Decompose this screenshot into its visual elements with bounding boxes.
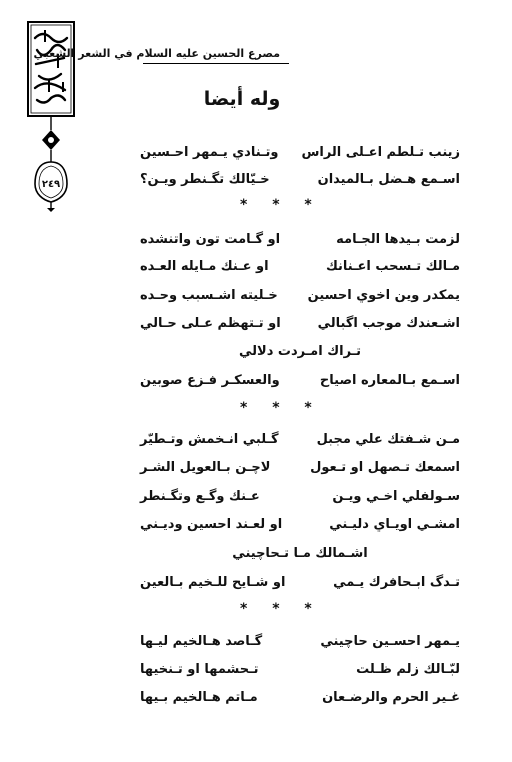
verse-second-hemistich: لاچـن بـالعويل الشـر <box>140 460 271 475</box>
verse-line <box>140 316 460 338</box>
section-separator: * * * <box>240 197 322 213</box>
verse-second-hemistich: او تـتهظم عـلى حـالي <box>140 316 281 331</box>
header-rule <box>143 63 289 64</box>
verse-first-hemistich: زينب تـلطم اعـلى الراس <box>301 145 460 160</box>
verse-second-hemistich: او گـامت تون واتنشده <box>140 232 281 247</box>
verse-line <box>140 288 460 310</box>
verse-first-hemistich: اشـعندك موجب اگبالي <box>317 316 460 331</box>
verse-line <box>140 432 460 454</box>
verse-first-hemistich: مـالك تـسحب اعـنانك <box>325 259 460 274</box>
verse-line <box>140 575 460 597</box>
verse-line <box>140 259 460 281</box>
verse-line <box>140 662 460 684</box>
verse-line <box>140 373 460 395</box>
verse-second-hemistich: او لعـند احسين وديـني <box>140 517 283 532</box>
verse-first-hemistich: اسـمع بـالمعاره اصياح <box>319 373 460 388</box>
verse-second-hemistich: گـلبي انـخمش وتـطيّر <box>140 432 279 447</box>
verse-line <box>140 460 460 482</box>
verse-first-hemistich: اسمعك تـصهل او تـعول <box>310 460 460 475</box>
verse-first-hemistich: امشـي اويـاي دليـني <box>329 517 460 532</box>
refrain-line: تـراك امـردت دلالي <box>239 344 361 359</box>
verse-line <box>140 489 460 511</box>
verse-first-hemistich: غـير الحرم والرضـعان <box>322 690 460 705</box>
section-separator: * * * <box>240 601 322 617</box>
verse-second-hemistich: خـليته اشـسبب وحـده <box>140 288 278 303</box>
verse-second-hemistich: او عـنك مـايله العـده <box>140 259 269 274</box>
verse-second-hemistich: او شـايح للـخيم بـالعين <box>140 575 286 590</box>
verse-line <box>140 517 460 539</box>
verse-first-hemistich: مـن شـفتك علي مجبل <box>316 432 460 447</box>
verse-line <box>140 172 460 194</box>
refrain-line: اشـمالك مـا تـحاچيني <box>232 546 368 561</box>
verse-first-hemistich: تـدگ ابـحافرك يـمي <box>333 575 460 590</box>
verse-first-hemistich: يـمهر احسـين حاچيني <box>320 634 460 649</box>
verse-second-hemistich: والعسكـر فـزع صوبين <box>140 373 280 388</box>
section-separator: * * * <box>240 400 322 416</box>
verse-first-hemistich: لزمت بـيدها الجـامه <box>336 232 460 247</box>
poem-title: وله أيضا <box>203 88 281 110</box>
verse-first-hemistich: يمكدر وين اخوي احسين <box>307 288 460 303</box>
verse-second-hemistich: عـنك وگـع وتگـنطر <box>140 489 260 504</box>
verse-second-hemistich: وتـنادي يـمهر احـسين <box>140 145 279 160</box>
verse-second-hemistich: خـيّالك تگـنطر ويـن؟ <box>140 172 270 187</box>
verse-line <box>140 634 460 656</box>
page-number: ٢٤٩ <box>41 179 61 190</box>
verse-second-hemistich: گـاصد هـالخيم ليـها <box>140 634 263 649</box>
verse-first-hemistich: لبّـالك زلم ظـلت <box>356 662 460 677</box>
running-header-title: مصرع الحسين عليه السلام في الشعر الشعبي <box>33 47 280 60</box>
verse-first-hemistich: اسـمع هـضل بـالميدان <box>317 172 460 187</box>
verse-line <box>140 145 460 167</box>
verse-second-hemistich: تـحشمها او تـنخيها <box>140 662 259 677</box>
verse-first-hemistich: سـولفلي اخـي ويـن <box>332 489 460 504</box>
verse-second-hemistich: مـاتم هـالخيم بـيها <box>140 690 258 705</box>
verse-line <box>140 232 460 254</box>
verse-line <box>140 690 460 712</box>
